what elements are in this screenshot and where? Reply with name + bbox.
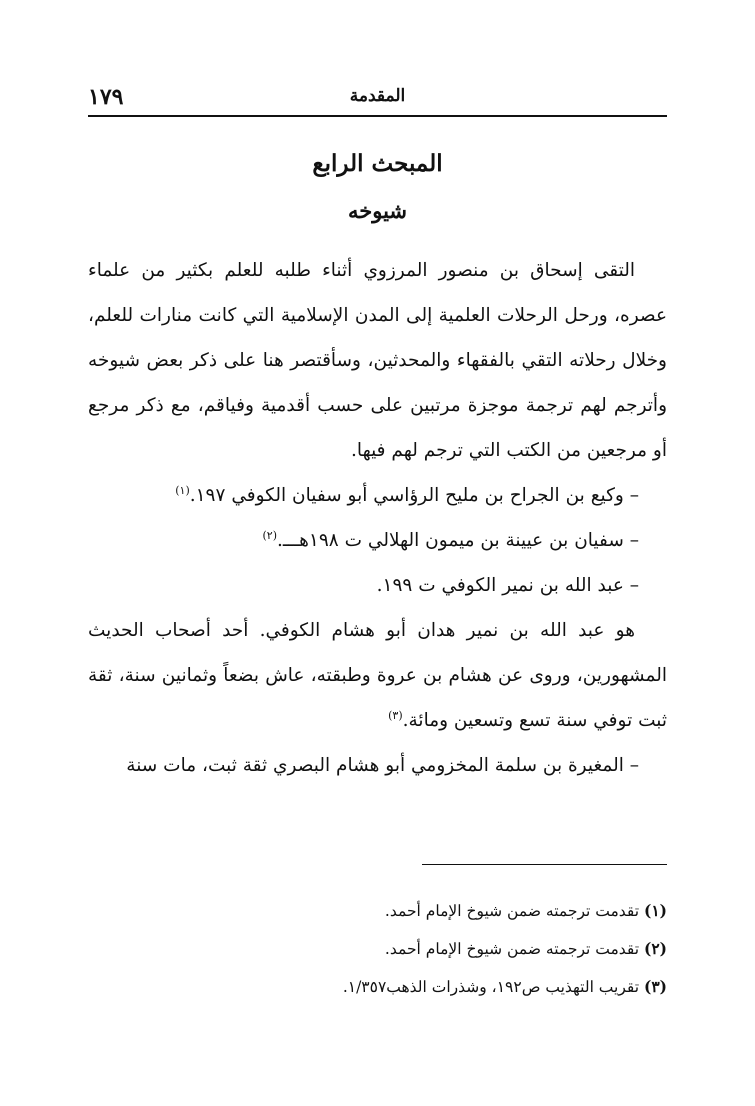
footnote-number: (١) — [643, 901, 667, 920]
footnote-number: (٢) — [643, 939, 667, 958]
footnote — [88, 892, 667, 930]
footnotes — [88, 892, 667, 1006]
section-subtitle: شيوخه — [347, 198, 408, 223]
item-text: – سفيان بن عيينة بن ميمون الهلالي ت ١٩٨هـــ. — [277, 530, 639, 551]
footnote-separator — [422, 864, 667, 865]
footnote — [88, 930, 667, 968]
item-text: – عبد الله بن نمير الكوفي ت ١٩٩. — [376, 575, 639, 596]
page-header — [88, 84, 667, 114]
bio-text: هو عبد الله بن نمير هدان أبو هشام الكوفي. أحد أصحاب الحديث المشهورين، وروى عن هشام بن عروة وطبقته، عاش بضعاً وثمانين سنة، ثقة ثبت توفي سنة تسع وتسعين ومائة. — [88, 620, 667, 731]
footnote-ref[interactable]: (٣) — [388, 709, 403, 722]
footnote-ref[interactable]: (٢) — [262, 529, 277, 542]
section-title: المبحث الرابع — [312, 150, 443, 177]
list-item — [88, 743, 667, 788]
bio-paragraph — [88, 608, 667, 743]
list-item — [88, 518, 667, 563]
footnote-ref[interactable]: (١) — [175, 484, 190, 497]
item-text: – وكيع بن الجراح بن مليح الرؤاسي أبو سفيان الكوفي ١٩٧. — [189, 485, 639, 506]
header-rule — [88, 115, 667, 117]
main-text — [88, 248, 667, 788]
footnote — [88, 968, 667, 1006]
footnote-text: تقريب التهذيب ص١٩٢، وشذرات الذهب١/٣٥٧. — [342, 978, 640, 996]
page-number: ١٧٩ — [88, 84, 124, 110]
footnote-text: تقدمت ترجمته ضمن شيوخ الإمام أحمد. — [384, 940, 640, 958]
intro-paragraph: التقى إسحاق بن منصور المرزوي أثناء طلبه للعلم بكثير من علماء عصره، ورحل الرحلات العلمية إلى المدن الإسلامية التي كانت منارات للعلم، وخلال رحلاته التقي بالفقهاء والمحدثين، وسأقتصر هنا على ذكر بعض شيوخه وأترجم لهم ترجمة موجزة مرتبين على حسب أقدمية وفياقم، مع ذكر مرجع أو مرجعين من الكتب التي ترجم لهم فيها. — [88, 260, 667, 461]
running-title: المقدمة — [349, 86, 406, 106]
item-text: – المغيرة بن سلمة المخزومي أبو هشام البصري ثقة ثبت، مات سنة — [126, 755, 639, 776]
footnote-text: تقدمت ترجمته ضمن شيوخ الإمام أحمد. — [384, 902, 640, 920]
list-item — [88, 563, 667, 608]
footnote-number: (٣) — [643, 977, 667, 996]
list-item — [88, 473, 667, 518]
